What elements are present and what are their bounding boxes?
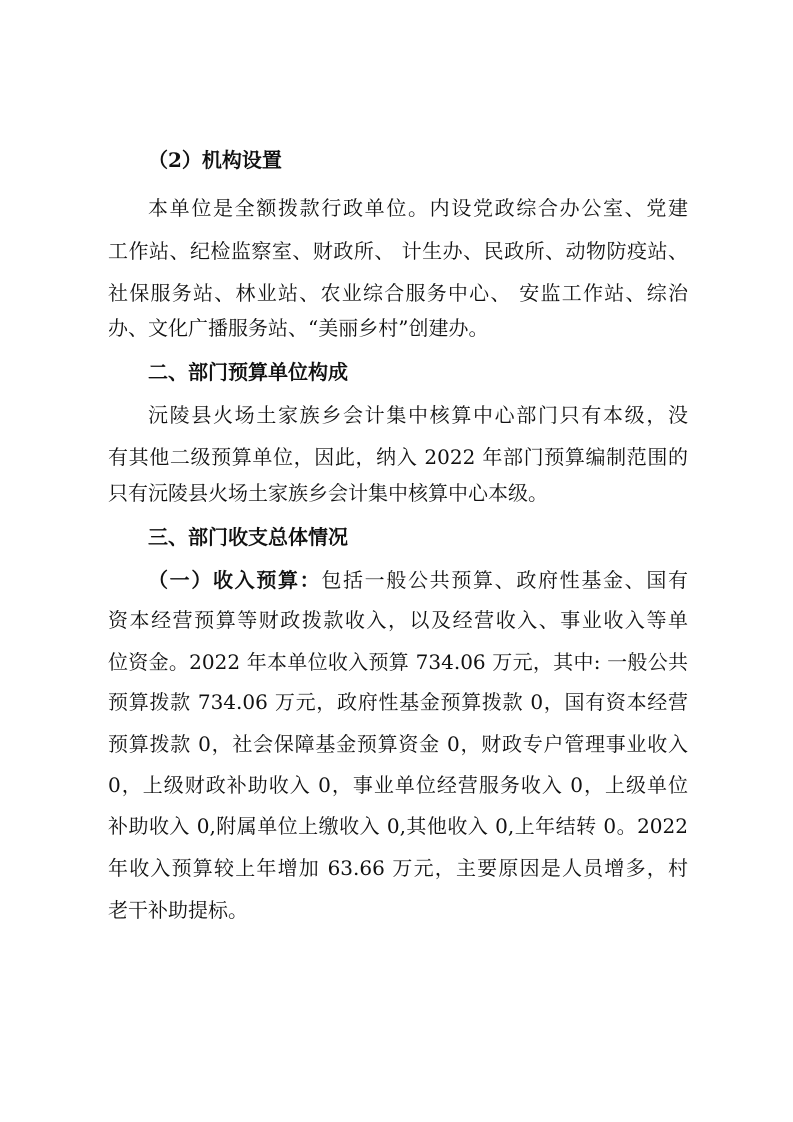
section-heading-budget: 三、部门收支总体情况 xyxy=(148,525,348,549)
section-heading-unit: 二、部门预算单位构成 xyxy=(148,360,348,384)
paragraph-line: 补助收入 0,附属单位上缴收入 0,其他收入 0,上年结转 0。2022 xyxy=(108,814,688,838)
paragraph-line: 预算拨款 0，社会保障基金预算资金 0，财政专户管理事业收入 xyxy=(108,732,688,756)
paragraph-line: 只有沅陵县火场土家族乡会计集中核算中心本级。 xyxy=(108,481,548,505)
paragraph-line: 老干补助提标。 xyxy=(108,898,248,922)
paragraph-line: 沅陵县火场土家族乡会计集中核算中心部门只有本级，没 xyxy=(148,403,688,427)
income-lead: （一）收入预算： xyxy=(148,568,322,592)
paragraph-line: 办、文化广播服务站、“美丽乡村”创建办。 xyxy=(108,316,489,340)
paragraph-line: 预算拨款 734.06 万元，政府性基金预算拨款 0，国有资本经营 xyxy=(108,690,688,714)
section-heading-org: （2）机构设置 xyxy=(148,148,282,172)
paragraph-line: 年收入预算较上年增加 63.66 万元，主要原因是人员增多，村 xyxy=(108,856,688,880)
paragraph-line xyxy=(148,568,688,592)
paragraph-line: 社保服务站、林业站、农业综合服务中心、 安监工作站、综治 xyxy=(108,281,688,305)
paragraph-line: 本单位是全额拨款行政单位。内设党政综合办公室、党建 xyxy=(148,196,688,220)
paragraph-line: 资本经营预算等财政拨款收入，以及经营收入、事业收入等单 xyxy=(108,608,688,632)
paragraph-line: 位资金。2022 年本单位收入预算 734.06 万元，其中: 一般公共 xyxy=(108,650,688,674)
paragraph-line: 0，上级财政补助收入 0，事业单位经营服务收入 0，上级单位 xyxy=(108,773,688,797)
income-text: 包括一般公共预算、政府性基金、国有 xyxy=(321,568,689,592)
paragraph-line: 工作站、纪检监察室、财政所、 计生办、民政所、动物防疫站、 xyxy=(108,239,688,263)
paragraph-line: 有其他二级预算单位，因此，纳入 2022 年部门预算编制范围的 xyxy=(108,445,688,469)
